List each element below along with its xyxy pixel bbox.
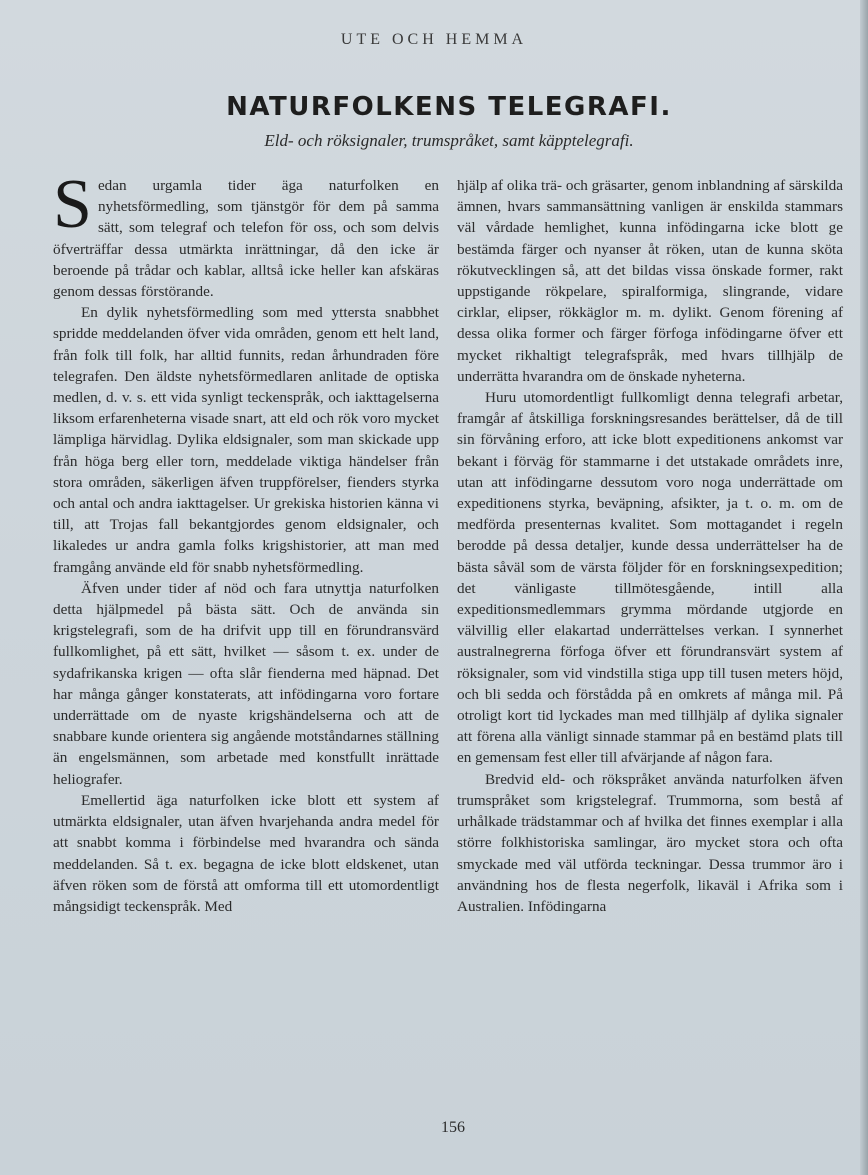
paragraph-5: hjälp af olika trä- och gräsarter, genom inblandning af särskilda ämnen, hvars sammansättning vanligen är enskilda stammars väl vårdade hemlighet, kunna infödingarna icke blott ge bestämda färger och nyanser åt röken, utan de kunna sköta rökutvecklingen så, att det bildas vissa önskade former, rakt uppstigande rökpelare, spiralformiga, slingrande, vidare cirklar, elipser, rökkäglor m. m. dylikt. Genom förening af dessa olika former och färger förfoga infödingarne öfver ett mycket rikhaltigt telegrafspråk, med hvars tillhjälp de underrätta hvarandra om de önskade nyheterna. [457, 177, 843, 385]
running-head: UTE OCH HEMMA [340, 31, 528, 48]
paragraph-6: Huru utomordentligt fullkomligt denna telegrafi arbetar, framgår af åtskilliga forskningsresandes berättelser, då de till sin förvåning erforo, att icke blott expeditionens ankomst var bekant i förväg för stammarne i det utstakade områdets inre, utan att infödingarne dessutom voro noga underrättade om expeditionens styrka, beväpning, afsikter, ja t. o. m. om de medförda presenternas kvalitet. Som mottagandet i regeln berodde på dessa detaljer, kunde dessa underrättelser ha de bästa såväl som de värsta följder för en forskningsexpedition; det vänligaste tillmötesgående, intill alla expeditionsmedlemmars grymma mördande utgjorde en välvillig eller elakartad underrättelses verkan. I synnerhet australnegrerna förfoga öfver ett förundransvärt system af röksignaler, som vid vindstilla stiga upp till tusen meters höjd, och bli sedda och förstådda på en omkrets af många mil. På otroligt kort tid lyckades man med tillhjälp af dylika signaler att förena alla vänligt sinnade stammar på en bestämd plats till en gemensam fest eller till afvärjande af någon fara. [457, 389, 843, 767]
paragraph-2: En dylik nyhetsförmedling som med yttersta snabbhet spridde meddelanden öfver vida områden, genom ett helt land, från folk till folk, har alltid funnits, redan århundraden före telegrafen. Den äldste nyhetsförmedlaren anlitade de optiska medlen, d. v. s. ett vida synligt teckenspråk, och iakttagelserna liksom erfarenheterna visade snart, att eld och rök voro mycket lämpliga härvidlag. Dylika eldsignaler, som man skickade upp från höga berg eller torn, meddelade viktiga händelser från stora områden, säkerligen äfven truppförelser, fienders styrka och antal och andra iakttagelser. Ur grekiska historien känna vi till, att Trojas fall bekantgjordes genom eldsignaler, och likaledes ur andra gamla folks krigshistorier, att man med framgång använde eld för snabb nyhetsförmedling. [53, 304, 439, 576]
paragraph-1 [53, 166, 439, 302]
paragraph-4: Emellertid äga naturfolken icke blott ett system af utmärkta eldsignaler, utan äfven hvarjehanda andra medel för att snabbt komma i förbindelse med hvarandra och sända meddelanden. Så t. ex. begagna de icke blott eldskenet, utan äfven röken som de förstå att omforma till ett utomordentligt mångsidigt teckenspråk. Med [53, 791, 439, 915]
article-subtitle: Eld- och röksignaler, trumspråket, samt käpptelegrafi. [264, 131, 634, 150]
page-number: 156 [441, 1119, 465, 1136]
right-column [457, 175, 843, 917]
page-edge [860, 0, 868, 1175]
paragraph-1-text: edan urgamla tider äga naturfolken en nyhetsförmedling, som tjänstgör för dem på samma sätt, som telegraf och telefon för oss, och som delvis öfverträffar dessa utmärkta inrättningar, då den icke är beroende på trådar och kablar, alltså icke heller kan afskäras genom dessas förstörande. [53, 177, 439, 301]
paragraph-3: Äfven under tider af nöd och fara utnyttja naturfolken detta hjälpmedel på bästa sätt. Och de använda sin krigstelegrafi, som de ha drifvit upp till en förundransvärd fullkomlighet, på ett sätt, hvilket — såsom t. ex. under de sydafrikanska krigen — ofta slår fienderna med häpnad. Det har många gånger konstaterats, att infödingarna voro fortare underrättade om de nyaste krigshändelserna och att de snabbare kunde orientera sig angående motståndarnes ställning än engelsmännen, som arbetade med konstfullt inrättade heliografer. [53, 579, 439, 788]
left-column [53, 166, 439, 917]
paragraph-7: Bredvid eld- och rökspråket använda naturfolken äfven trumspråket som krigstelegraf. Trummorna, som bestå af urhålkade trädstammar och af hvilka det finnes exemplar i alla större folkhistoriska samlingar, äro mycket stora och ofta smyckade med väl utförda teckningar. Dessa trummor äro i användning hos de flesta negerfolk, likaväl i Afrika som i Australien. Infödingarna [457, 770, 843, 915]
drop-cap: S [53, 166, 92, 243]
article-title: NATURFOLKENS TELEGRAFI. [226, 92, 672, 122]
